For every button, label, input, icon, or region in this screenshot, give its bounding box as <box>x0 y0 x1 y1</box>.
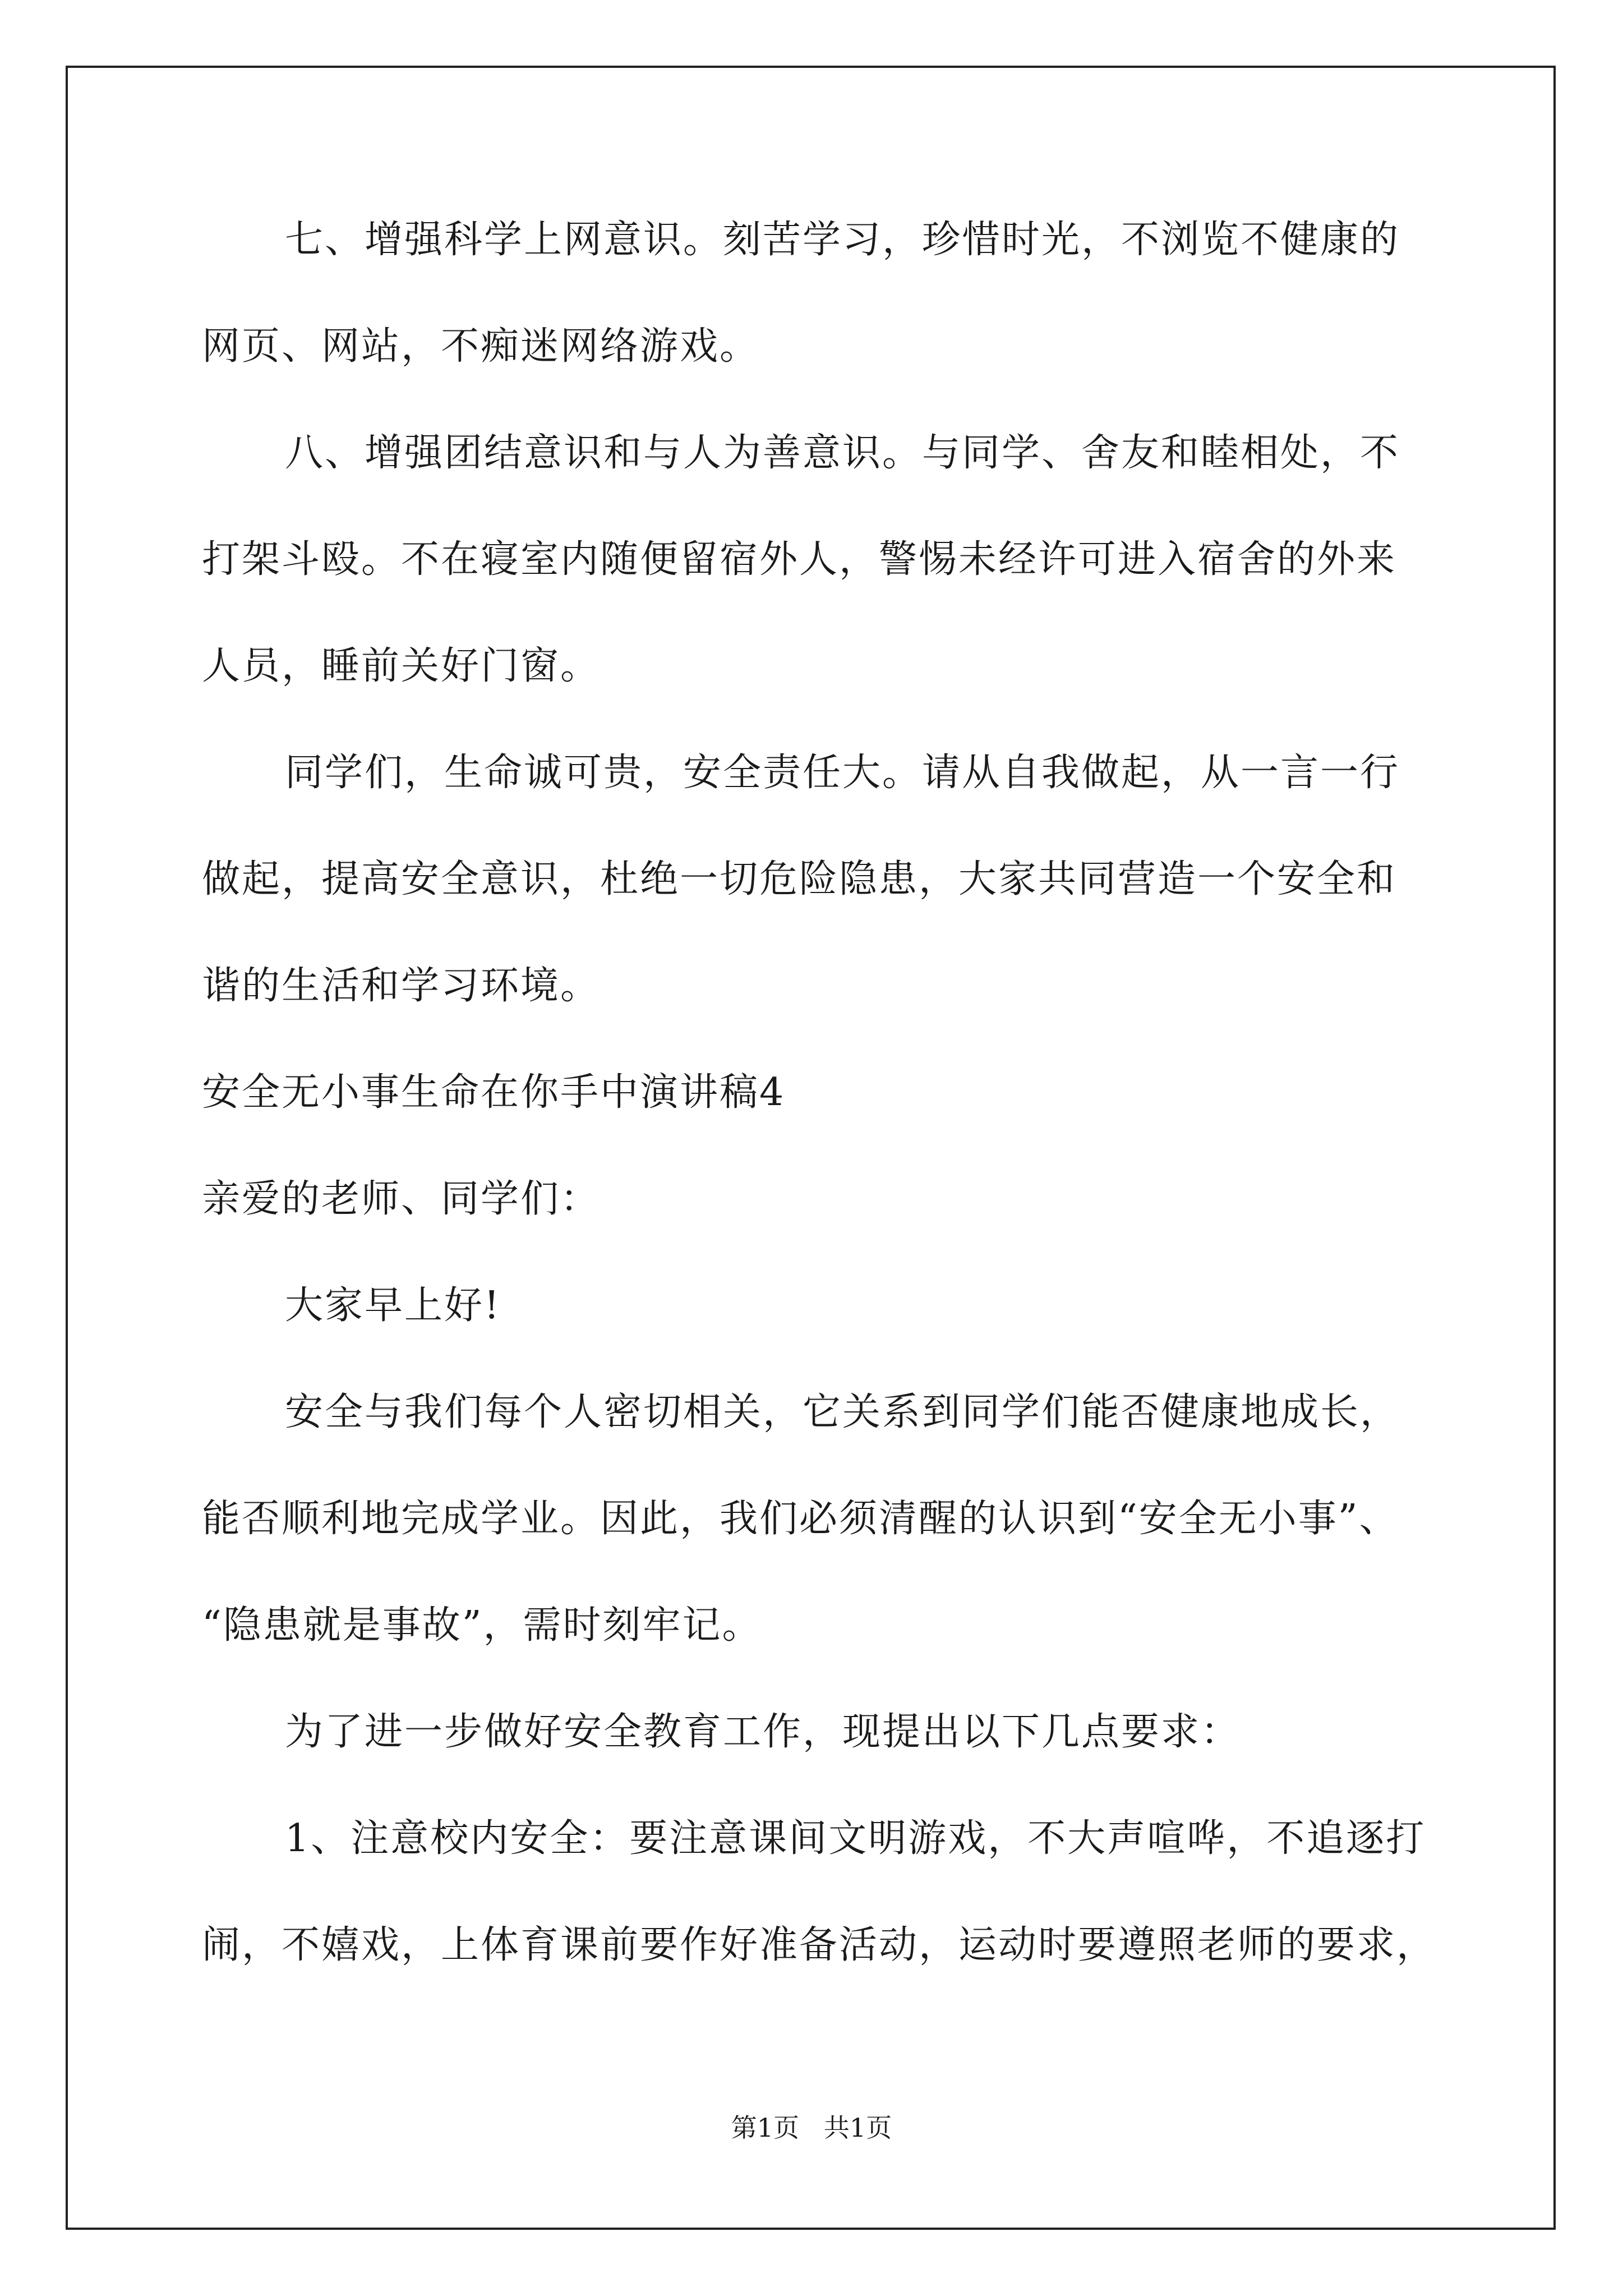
greeting: 大家早上好! <box>285 1283 501 1328</box>
paragraph-line: 安全与我们每个人密切相关，它关系到同学们能否健康地成长， <box>285 1390 1400 1434</box>
paragraph-line: 1、注意校内安全：要注意课间文明游戏，不大声喧哗，不追逐打 <box>285 1816 1426 1861</box>
paragraph-line: 做起，提高安全意识，杜绝一切危险隐患，大家共同营造一个安全和 <box>202 857 1397 901</box>
salutation: 亲爱的老师、同学们： <box>202 1177 601 1221</box>
paragraph-line: 谐的生活和学习环境。 <box>202 964 601 1008</box>
paragraph-line: 人员，睡前关好门窗。 <box>202 644 601 688</box>
page-footer: 第1页 共1页 <box>731 2113 892 2143</box>
section-heading: 安全无小事生命在你手中演讲稿4 <box>202 1070 786 1115</box>
paragraph-line: 为了进一步做好安全教育工作，现提出以下几点要求： <box>285 1710 1241 1754</box>
paragraph-line: “隐患就是事故”，需时刻牢记。 <box>202 1603 762 1648</box>
paragraph-line: 网页、网站，不痴迷网络游戏。 <box>202 324 760 369</box>
paragraph-line: 七、增强科学上网意识。刻苦学习，珍惜时光，不浏览不健康的 <box>285 218 1400 262</box>
paragraph-line: 能否顺利地完成学业。因此，我们必须清醒的认识到“安全无小事”、 <box>202 1497 1399 1541</box>
paragraph-line: 打架斗殴。不在寝室内随便留宿外人，警惕未经许可进入宿舍的外来 <box>202 537 1397 582</box>
paragraph-line: 闹，不嬉戏，上体育课前要作好准备活动，运动时要遵照老师的要求， <box>202 1923 1437 1967</box>
paragraph-line: 八、增强团结意识和与人为善意识。与同学、舍友和睦相处，不 <box>285 431 1400 475</box>
paragraph-line: 同学们，生命诚可贵，安全责任大。请从自我做起，从一言一行 <box>285 751 1400 795</box>
document-body <box>202 213 1481 2025</box>
